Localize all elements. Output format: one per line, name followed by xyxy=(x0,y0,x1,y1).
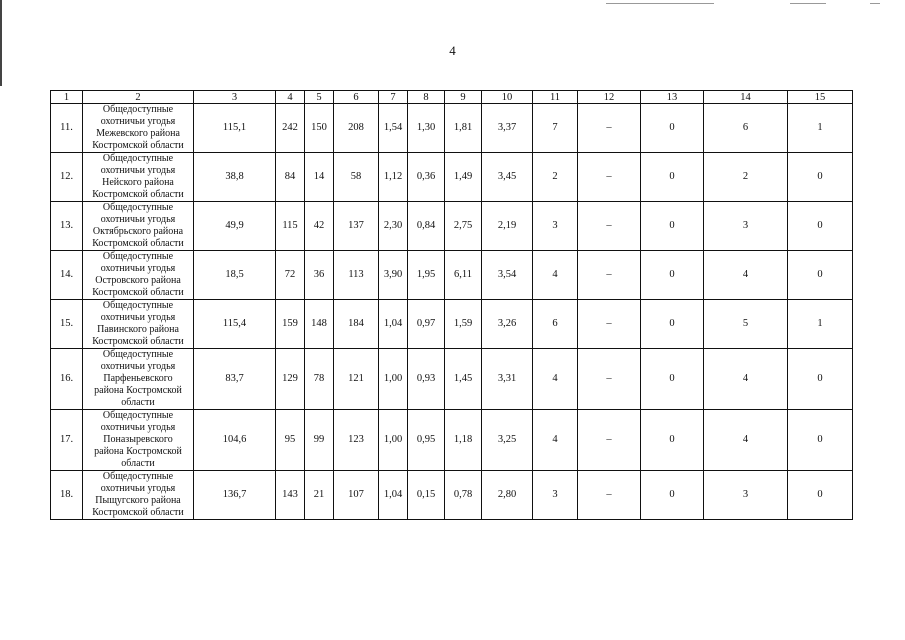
name-line: Общедоступные xyxy=(102,202,174,213)
table-row xyxy=(51,153,853,202)
value-cell-col-7: 1,00 xyxy=(379,410,408,471)
value-cell-col-15: 1 xyxy=(788,300,853,349)
value-cell-col-3: 104,6 xyxy=(194,410,276,471)
name-line: Общедоступные xyxy=(102,104,174,115)
value-cell-col-14: 4 xyxy=(704,410,788,471)
value-cell-col-11: 4 xyxy=(533,410,578,471)
value-cell-col-8: 1,95 xyxy=(408,251,445,300)
value-cell-col-11: 4 xyxy=(533,349,578,410)
column-header: 5 xyxy=(305,91,334,104)
name-line: района Костромской xyxy=(94,446,182,457)
hunting-ground-name-cell xyxy=(83,300,194,349)
scan-edge-line xyxy=(870,3,880,4)
name-line: Общедоступные xyxy=(102,251,174,262)
column-header: 3 xyxy=(194,91,276,104)
value-cell-col-6: 107 xyxy=(334,471,379,520)
name-line: Октябрьского района xyxy=(92,226,184,237)
value-cell-col-5: 36 xyxy=(305,251,334,300)
value-cell-col-13: 0 xyxy=(641,104,704,153)
value-cell-col-15: 0 xyxy=(788,251,853,300)
column-header: 7 xyxy=(379,91,408,104)
name-line: охотничьи угодья xyxy=(100,214,176,225)
value-cell-col-8: 0,36 xyxy=(408,153,445,202)
value-cell-col-14: 3 xyxy=(704,471,788,520)
row-number-cell: 12. xyxy=(51,153,83,202)
value-cell-col-6: 184 xyxy=(334,300,379,349)
value-cell-col-13: 0 xyxy=(641,251,704,300)
value-cell-col-9: 1,81 xyxy=(445,104,482,153)
value-cell-col-13: 0 xyxy=(641,471,704,520)
value-cell-col-9: 1,45 xyxy=(445,349,482,410)
value-cell-col-3: 115,4 xyxy=(194,300,276,349)
column-header: 14 xyxy=(704,91,788,104)
value-cell-col-14: 3 xyxy=(704,202,788,251)
hunting-ground-name-cell xyxy=(83,349,194,410)
name-line: охотничьи угодья xyxy=(100,263,176,274)
value-cell-col-11: 4 xyxy=(533,251,578,300)
value-cell-col-10: 3,25 xyxy=(482,410,533,471)
value-cell-col-7: 1,04 xyxy=(379,471,408,520)
name-line: Костромской области xyxy=(92,140,184,151)
value-cell-col-14: 6 xyxy=(704,104,788,153)
table-header-row xyxy=(51,91,853,104)
value-cell-col-15: 0 xyxy=(788,349,853,410)
value-cell-col-3: 136,7 xyxy=(194,471,276,520)
name-line: Общедоступные xyxy=(102,471,174,482)
value-cell-col-12: – xyxy=(578,202,641,251)
table-body xyxy=(51,104,853,520)
column-header: 9 xyxy=(445,91,482,104)
value-cell-col-8: 1,30 xyxy=(408,104,445,153)
name-line: Общедоступные xyxy=(102,349,174,360)
name-line: охотничьи угодья xyxy=(100,483,176,494)
row-number-cell: 14. xyxy=(51,251,83,300)
name-line: района Костромской xyxy=(94,385,182,396)
name-line: Поназыревского xyxy=(103,434,173,445)
table-row xyxy=(51,300,853,349)
scan-edge-line xyxy=(790,3,826,4)
column-header: 13 xyxy=(641,91,704,104)
value-cell-col-15: 0 xyxy=(788,410,853,471)
row-number-cell: 17. xyxy=(51,410,83,471)
value-cell-col-6: 137 xyxy=(334,202,379,251)
value-cell-col-9: 2,75 xyxy=(445,202,482,251)
value-cell-col-8: 0,15 xyxy=(408,471,445,520)
value-cell-col-12: – xyxy=(578,251,641,300)
value-cell-col-5: 150 xyxy=(305,104,334,153)
value-cell-col-4: 95 xyxy=(276,410,305,471)
value-cell-col-15: 0 xyxy=(788,153,853,202)
value-cell-col-5: 148 xyxy=(305,300,334,349)
value-cell-col-8: 0,97 xyxy=(408,300,445,349)
row-number-cell: 11. xyxy=(51,104,83,153)
value-cell-col-6: 58 xyxy=(334,153,379,202)
value-cell-col-5: 42 xyxy=(305,202,334,251)
value-cell-col-5: 21 xyxy=(305,471,334,520)
value-cell-col-9: 1,18 xyxy=(445,410,482,471)
hunting-ground-name-cell xyxy=(83,104,194,153)
value-cell-col-12: – xyxy=(578,153,641,202)
value-cell-col-11: 7 xyxy=(533,104,578,153)
name-line: охотничьи угодья xyxy=(100,422,176,433)
name-line: охотничьи угодья xyxy=(100,116,176,127)
value-cell-col-6: 121 xyxy=(334,349,379,410)
value-cell-col-13: 0 xyxy=(641,153,704,202)
row-number-cell: 13. xyxy=(51,202,83,251)
column-header: 1 xyxy=(51,91,83,104)
value-cell-col-3: 38,8 xyxy=(194,153,276,202)
value-cell-col-15: 0 xyxy=(788,471,853,520)
hunting-ground-name-cell xyxy=(83,251,194,300)
name-line: Островского района xyxy=(95,275,181,286)
value-cell-col-4: 143 xyxy=(276,471,305,520)
hunting-ground-name-cell xyxy=(83,471,194,520)
name-line: Костромской области xyxy=(92,507,184,518)
value-cell-col-12: – xyxy=(578,300,641,349)
name-line: Костромской области xyxy=(92,189,184,200)
column-header: 10 xyxy=(482,91,533,104)
value-cell-col-8: 0,95 xyxy=(408,410,445,471)
value-cell-col-11: 3 xyxy=(533,202,578,251)
table-row xyxy=(51,202,853,251)
page-number: 4 xyxy=(449,43,456,58)
value-cell-col-5: 99 xyxy=(305,410,334,471)
value-cell-col-7: 1,00 xyxy=(379,349,408,410)
value-cell-col-10: 2,19 xyxy=(482,202,533,251)
value-cell-col-13: 0 xyxy=(641,300,704,349)
row-number-cell: 18. xyxy=(51,471,83,520)
value-cell-col-10: 3,54 xyxy=(482,251,533,300)
value-cell-col-6: 113 xyxy=(334,251,379,300)
column-header: 11 xyxy=(533,91,578,104)
value-cell-col-3: 18,5 xyxy=(194,251,276,300)
value-cell-col-13: 0 xyxy=(641,410,704,471)
value-cell-col-9: 1,59 xyxy=(445,300,482,349)
value-cell-col-8: 0,93 xyxy=(408,349,445,410)
value-cell-col-9: 6,11 xyxy=(445,251,482,300)
table-row xyxy=(51,410,853,471)
value-cell-col-14: 2 xyxy=(704,153,788,202)
value-cell-col-7: 1,04 xyxy=(379,300,408,349)
value-cell-col-7: 1,54 xyxy=(379,104,408,153)
value-cell-col-12: – xyxy=(578,104,641,153)
name-line: Общедоступные xyxy=(102,300,174,311)
name-line: Общедоступные xyxy=(102,153,174,164)
value-cell-col-6: 123 xyxy=(334,410,379,471)
value-cell-col-12: – xyxy=(578,471,641,520)
value-cell-col-12: – xyxy=(578,410,641,471)
value-cell-col-7: 3,90 xyxy=(379,251,408,300)
value-cell-col-4: 242 xyxy=(276,104,305,153)
name-line: Костромской области xyxy=(92,238,184,249)
column-header: 12 xyxy=(578,91,641,104)
name-line: Костромской области xyxy=(92,336,184,347)
value-cell-col-7: 2,30 xyxy=(379,202,408,251)
column-header: 8 xyxy=(408,91,445,104)
hunting-ground-name-cell xyxy=(83,202,194,251)
value-cell-col-13: 0 xyxy=(641,349,704,410)
value-cell-col-9: 0,78 xyxy=(445,471,482,520)
table-row xyxy=(51,251,853,300)
value-cell-col-4: 84 xyxy=(276,153,305,202)
value-cell-col-7: 1,12 xyxy=(379,153,408,202)
value-cell-col-8: 0,84 xyxy=(408,202,445,251)
value-cell-col-4: 72 xyxy=(276,251,305,300)
name-line: области xyxy=(121,397,155,408)
hunting-ground-name-cell xyxy=(83,153,194,202)
name-line: Межевского района xyxy=(96,128,180,139)
hunting-ground-name-cell xyxy=(83,410,194,471)
name-line: Костромской области xyxy=(92,287,184,298)
value-cell-col-10: 3,26 xyxy=(482,300,533,349)
value-cell-col-4: 115 xyxy=(276,202,305,251)
table-row xyxy=(51,104,853,153)
value-cell-col-14: 4 xyxy=(704,349,788,410)
name-line: Павинского района xyxy=(97,324,179,335)
value-cell-col-3: 83,7 xyxy=(194,349,276,410)
scan-edge-line xyxy=(606,3,714,4)
name-line: охотничьи угодья xyxy=(100,312,176,323)
value-cell-col-5: 78 xyxy=(305,349,334,410)
value-cell-col-15: 0 xyxy=(788,202,853,251)
value-cell-col-10: 3,45 xyxy=(482,153,533,202)
value-cell-col-4: 159 xyxy=(276,300,305,349)
value-cell-col-13: 0 xyxy=(641,202,704,251)
value-cell-col-11: 3 xyxy=(533,471,578,520)
name-line: области xyxy=(121,458,155,469)
name-line: охотничьи угодья xyxy=(100,165,176,176)
value-cell-col-9: 1,49 xyxy=(445,153,482,202)
value-cell-col-11: 2 xyxy=(533,153,578,202)
hunting-grounds-table xyxy=(50,90,853,520)
row-number-cell: 15. xyxy=(51,300,83,349)
column-header: 6 xyxy=(334,91,379,104)
name-line: Парфеньевского xyxy=(103,373,173,384)
name-line: охотничьи угодья xyxy=(100,361,176,372)
row-number-cell: 16. xyxy=(51,349,83,410)
table-row xyxy=(51,349,853,410)
name-line: Пыщугского района xyxy=(95,495,181,506)
value-cell-col-12: – xyxy=(578,349,641,410)
column-header: 15 xyxy=(788,91,853,104)
name-line: Общедоступные xyxy=(102,410,174,421)
value-cell-col-10: 3,37 xyxy=(482,104,533,153)
value-cell-col-5: 14 xyxy=(305,153,334,202)
value-cell-col-10: 3,31 xyxy=(482,349,533,410)
value-cell-col-11: 6 xyxy=(533,300,578,349)
column-header: 2 xyxy=(83,91,194,104)
value-cell-col-6: 208 xyxy=(334,104,379,153)
value-cell-col-3: 115,1 xyxy=(194,104,276,153)
value-cell-col-15: 1 xyxy=(788,104,853,153)
value-cell-col-3: 49,9 xyxy=(194,202,276,251)
name-line: Нейского района xyxy=(102,177,174,188)
column-header: 4 xyxy=(276,91,305,104)
value-cell-col-4: 129 xyxy=(276,349,305,410)
value-cell-col-14: 4 xyxy=(704,251,788,300)
value-cell-col-10: 2,80 xyxy=(482,471,533,520)
table-row xyxy=(51,471,853,520)
value-cell-col-14: 5 xyxy=(704,300,788,349)
